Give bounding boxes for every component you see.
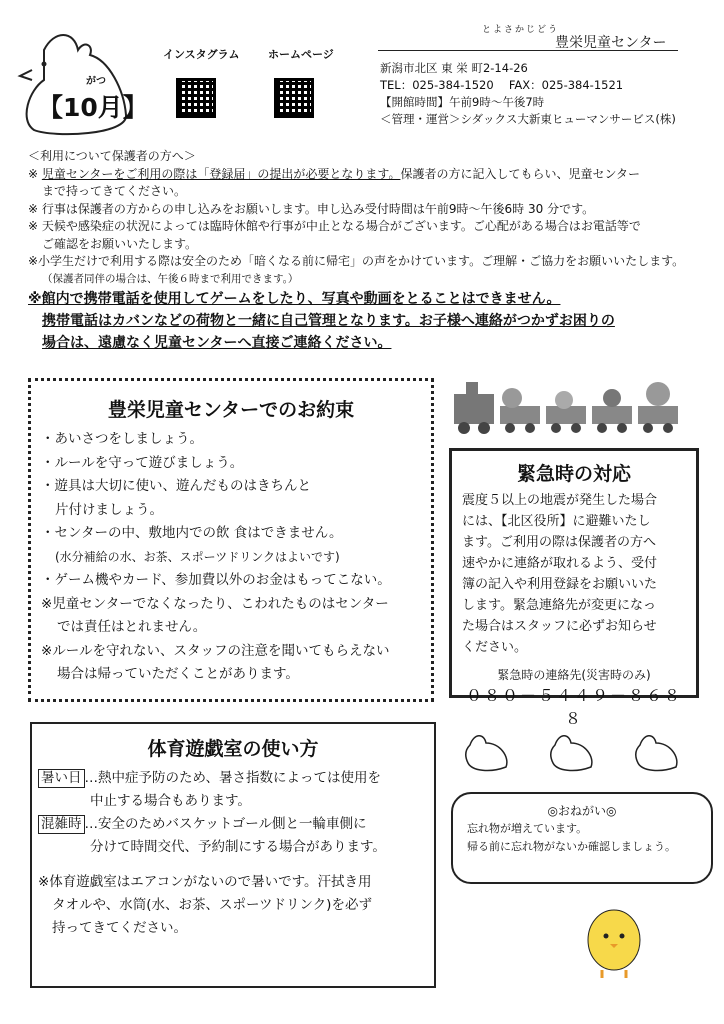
gym-note-cont: 持ってきてください。: [52, 920, 187, 936]
chick-icon: [582, 902, 652, 982]
rule-item: ・あいさつをしましょう。: [41, 431, 203, 447]
busy-tag: 混雑時: [38, 815, 85, 834]
homepage-qr-icon[interactable]: [274, 78, 314, 118]
emergency-line: 速やかに連絡が取れるよう、受付: [462, 556, 658, 571]
phone-fax: TEL：025-384-1520 FAX：025-384-1521: [380, 78, 624, 92]
emergency-body: [462, 490, 686, 658]
instagram-qr-icon[interactable]: [176, 78, 216, 118]
phone-rule: 携帯電話はカバンなどの荷物と一緒に自己管理となります。お子様へ連絡がつかずお困りの: [42, 313, 615, 329]
emergency-line: には、【北区役所】に避難いたし: [462, 514, 651, 529]
emergency-title: 緊急時の対応: [516, 463, 631, 485]
notice-item: ※ 児童センターをご利用の際は「登録届」の提出が必要となります。保護者の方に記入してもらい、児童センター: [28, 166, 640, 181]
month-title: 【10月】: [38, 93, 148, 122]
phone-rule: 場合は、遠慮なく児童センターへ直接ご連絡ください。: [42, 335, 392, 351]
management: ＜管理・運営＞シダックス大新東ヒューマンサービス(株): [380, 112, 676, 126]
train-illustration-icon: [452, 376, 704, 438]
request-bubble: [451, 792, 713, 884]
busy-text: …安全のためバスケットゴール側と一輪車側に: [84, 816, 367, 832]
emergency-line: します。緊急連絡先が変更になっ: [462, 598, 656, 613]
rule-item-cont: 場合は帰っていただくことがあります。: [57, 666, 299, 682]
opening-hours: 【開館時間】午前9時～午後7時: [380, 95, 545, 109]
emergency-line: た場合はスタッフに必ずお知らせ: [462, 619, 657, 634]
request-line: 帰る前に忘れ物がないか確認しましょう。: [467, 840, 676, 853]
notice-item-cont: ご確認をお願いいたします。: [42, 236, 198, 251]
promise-box: [28, 378, 434, 702]
rule-item-cont: では責任はとれません。: [57, 619, 207, 635]
emergency-box: [449, 448, 699, 728]
emergency-contact-phone[interactable]: ０８０－５４４９－８６８８: [465, 686, 682, 728]
address: 新潟市北区 東 栄 町2-14-26: [380, 61, 528, 75]
gym-body: [32, 767, 434, 940]
promise-title: 豊栄児童センターでのお約束: [107, 399, 355, 421]
guardian-notice: [28, 148, 708, 354]
hot-day-text: …熱中症予防のため、暑さ指数によっては使用を: [84, 770, 381, 786]
rule-item: ※児童センターでなくなったり、こわれたものはセンター: [41, 595, 389, 612]
emergency-line: ください。: [462, 640, 528, 655]
request-title: ◎おねがい◎: [547, 804, 617, 818]
rule-item: ・ゲーム機やカード、参加費以外のお金はもってこない。: [41, 572, 391, 588]
promise-rules: [31, 428, 431, 687]
gym-busy: [38, 813, 434, 836]
instagram-label: インスタグラム: [163, 48, 240, 61]
notice-item-cont: まで持ってきてください。: [42, 184, 187, 198]
rule-item: ※ルールを守れない、スタッフの注意を聞いてもらえない: [41, 642, 390, 659]
request-line: 忘れ物が増えています。: [467, 822, 588, 835]
notice-item: ※ 行事は保護者の方からの申し込みをお願いします。申し込み受付時間は午前9時～午後6時 30 分です。: [28, 201, 595, 216]
emergency-line: 震度５以上の地震が発生した場合: [462, 493, 658, 508]
notice-heading: ＜利用について保護者の方へ＞: [28, 149, 196, 163]
emergency-contact-label: 緊急時の連絡先(災害時のみ): [497, 668, 651, 682]
hot-day-tag: 暑い日: [38, 769, 85, 788]
gym-hot-day: [38, 767, 434, 790]
notice-item: ※小学生だけで利用する際は安全のため「暗くなる前に帰宅」の声をかけています。ご理解・ご協力をお願いいたします。: [28, 254, 685, 268]
rule-item-cont: (水分補給の水、お茶、スポーツドリンクはよいです): [55, 549, 340, 564]
phone-rule: ※館内で携帯電話を使用してゲームをしたり、写真や動画をとることはできません。: [28, 291, 561, 307]
small-chickens-icon: [460, 725, 710, 775]
emergency-line: ます。ご利用の際は保護者の方へ: [462, 535, 656, 550]
rule-item: ・遊具は大切に使い、遊んだものはきちんと: [41, 478, 311, 494]
rule-item-cont: 片付けましょう。: [55, 501, 163, 518]
org-name: 豊栄児童センター: [555, 35, 667, 51]
notice-item: ※ 天候や感染症の状況によっては臨時休館や行事が中止となる場合がございます。ご心配がある場合はお電話等で: [28, 219, 641, 233]
rule-item: ・ルールを守って遊びましょう。: [41, 454, 244, 471]
contact-info: [380, 60, 676, 128]
notice-note: （保護者同伴の場合は、午後６時まで利用できます。）: [42, 272, 299, 285]
gym-note: ※体育遊戯室はエアコンがないので暑いです。汗拭き用: [38, 874, 372, 890]
gym-title: 体育遊戯室の使い方: [147, 738, 319, 760]
gym-box: [30, 722, 436, 988]
emergency-line: 簿の記入や利用登録をお願いいた: [462, 577, 658, 592]
busy-cont: 分けて時間交代、予約制にする場合があります。: [90, 839, 386, 855]
rule-item: ・センターの中、敷地内での飲 食はできません。: [41, 525, 343, 541]
hot-day-cont: 中止する場合もあります。: [90, 793, 251, 809]
gym-note-cont: タオルや、水筒(水、お茶、スポーツドリンク)を必ず: [52, 897, 372, 913]
org-reading: とよさかじどう: [482, 25, 560, 35]
header-rule: [378, 50, 678, 51]
month-suffix: がつ: [86, 76, 106, 87]
homepage-label: ホームページ: [268, 48, 334, 61]
